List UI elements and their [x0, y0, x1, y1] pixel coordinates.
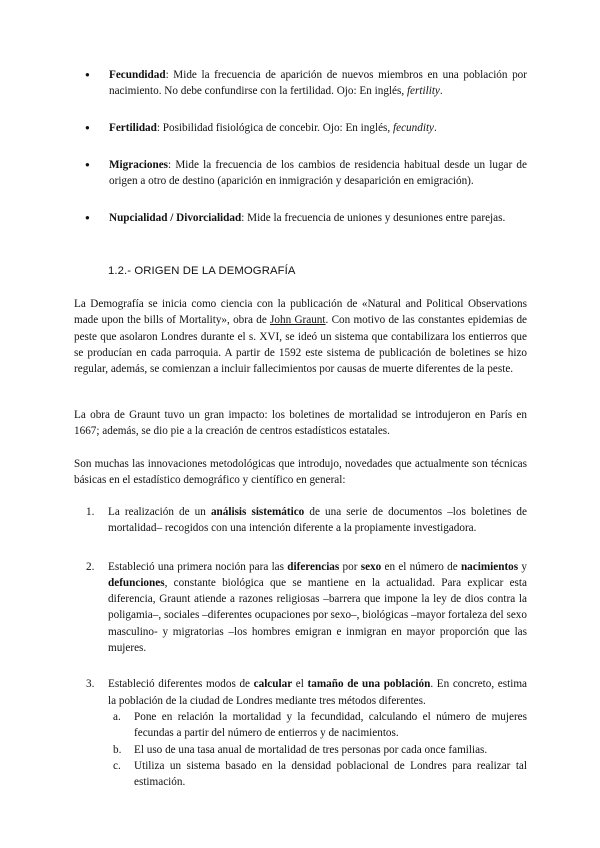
item-text: Estableció una primera noción para las	[108, 560, 288, 573]
english-term: fecundity	[393, 121, 435, 134]
bullet-fertilidad	[80, 120, 527, 136]
item-text: por	[339, 560, 361, 573]
bullet-migraciones	[80, 157, 527, 190]
paragraph-innovations: Son muchas las innovaciones metodológicas que introdujo, novedades que actualmente son técnicas básicas en el estadístico demográfico y científico en general:	[74, 458, 527, 487]
bullet-text: : Mide la frecuencia de los cambios de residencia habitual desde un lugar de origen a otro de destino (aparición en inmigración y desaparición en emigración).	[109, 158, 527, 188]
innovations-numbered-list	[86, 504, 527, 790]
item-text: La realización de un	[108, 506, 211, 518]
item-text: en el número de	[381, 560, 461, 573]
bullet-nupcialidad	[80, 210, 527, 226]
definitions-bullet-list	[80, 67, 527, 248]
english-term: fertility	[406, 85, 440, 98]
bold-term: diferencias	[287, 560, 340, 573]
methods-sublist	[108, 709, 527, 790]
item-number: 3.	[86, 678, 95, 691]
item-text: . En concreto, estima la población de la ciudad de Londres mediante tres métodos diferentes.	[108, 678, 527, 707]
sublist-item-a	[108, 709, 527, 742]
paragraph-text: La Demografía se inicia como ciencia con la publicación de «Natural and Political Observations made upon the bills of Mortality», obra de	[74, 298, 527, 327]
item-text: Utiliza un sistema basado en la densidad poblacional de Londres para realizar tal estimación.	[134, 759, 527, 789]
sublist-item-b	[108, 742, 527, 758]
item-text: Pone en relación la mortalidad y la fecundidad, calculando el número de mujeres fecundas a partir del número de entierros y de nacimientos.	[134, 710, 527, 740]
paragraph-origin	[74, 296, 527, 377]
item-number: 1.	[86, 506, 95, 518]
item-number: 2.	[86, 560, 95, 573]
bold-term: defunciones	[108, 576, 165, 589]
item-text: El uso de una tasa anual de mortalidad de tres personas por cada once familias.	[134, 743, 488, 756]
item-text: y	[518, 560, 527, 573]
section-heading: 1.2.- ORIGEN DE LA DEMOGRAFÍA	[108, 265, 296, 277]
item-letter: b.	[113, 743, 122, 756]
bold-term: calcular	[253, 678, 293, 691]
bullet-end: .	[439, 85, 443, 98]
item-text: Estableció diferentes modos de	[108, 678, 254, 691]
bold-term: tamaño de una población	[307, 678, 431, 691]
term-migraciones: Migraciones	[109, 158, 169, 171]
numbered-item-1	[86, 504, 527, 537]
bold-term: sexo	[360, 560, 382, 573]
paragraph-impact: La obra de Graunt tuvo un gran impacto: los boletines de mortalidad se introdujeron en París en 1667; además, se dio pie a la creación de centros estadísticos estatales.	[74, 409, 527, 438]
paragraph-text: . Con motivo de las constantes epidemias de peste que asolaron Londres durante el s. XVI, se ideó un sistema que contabilizara los entierros que se producían en cada parroquia. A partir de 1592 este sistema de publicación de boletines se hizo regular, además, se comienzan a incluir fallecimientos por causas de muerte diferentes de la peste.	[74, 314, 527, 376]
item-text: , constante biológica que se mantiene en la actualidad. Para explicar esta diferencia, Graunt atiende a razones religiosas –barrera que impone la ley de dios contra la poligamia–, sociales –diferentes ocupaciones por sexo–, biológicas –mayor fortaleza del sexo masculino- y migratorias –los hombres emigran e inmigran en mayor proporción que las mujeres.	[108, 576, 527, 655]
john-graunt-link[interactable]: John Graunt	[270, 314, 326, 327]
item-letter: c.	[113, 759, 121, 772]
bullet-end: .	[434, 121, 437, 134]
term-nupcialidad: Nupcialidad / Divorcialidad	[109, 212, 242, 225]
term-fertilidad: Fertilidad	[109, 121, 157, 134]
numbered-item-2	[86, 559, 527, 657]
numbered-item-3	[86, 676, 527, 790]
item-text: de una serie de documentos –los boletines de mortalidad– recogidos con una intención diferente a la propiamente investigadora.	[108, 506, 527, 535]
bold-term: nacimientos	[460, 560, 519, 573]
item-letter: a.	[113, 710, 121, 723]
bullet-text: : Posibilidad fisiológica de concebir. Ojo: En inglés,	[156, 121, 394, 134]
bullet-fecundidad	[80, 67, 527, 100]
sublist-item-c	[108, 758, 527, 791]
bullet-text: : Mide la frecuencia de aparición de nuevos miembros en una población por nacimiento. No debe confundirse con la fertilidad. Ojo: En inglés,	[109, 69, 527, 98]
term-fecundidad: Fecundidad	[109, 69, 166, 81]
item-text: el	[292, 678, 308, 691]
bullet-text: : Mide la frecuencia de uniones y desuniones entre parejas.	[241, 212, 506, 225]
bold-term: análisis sistemático	[210, 506, 305, 518]
